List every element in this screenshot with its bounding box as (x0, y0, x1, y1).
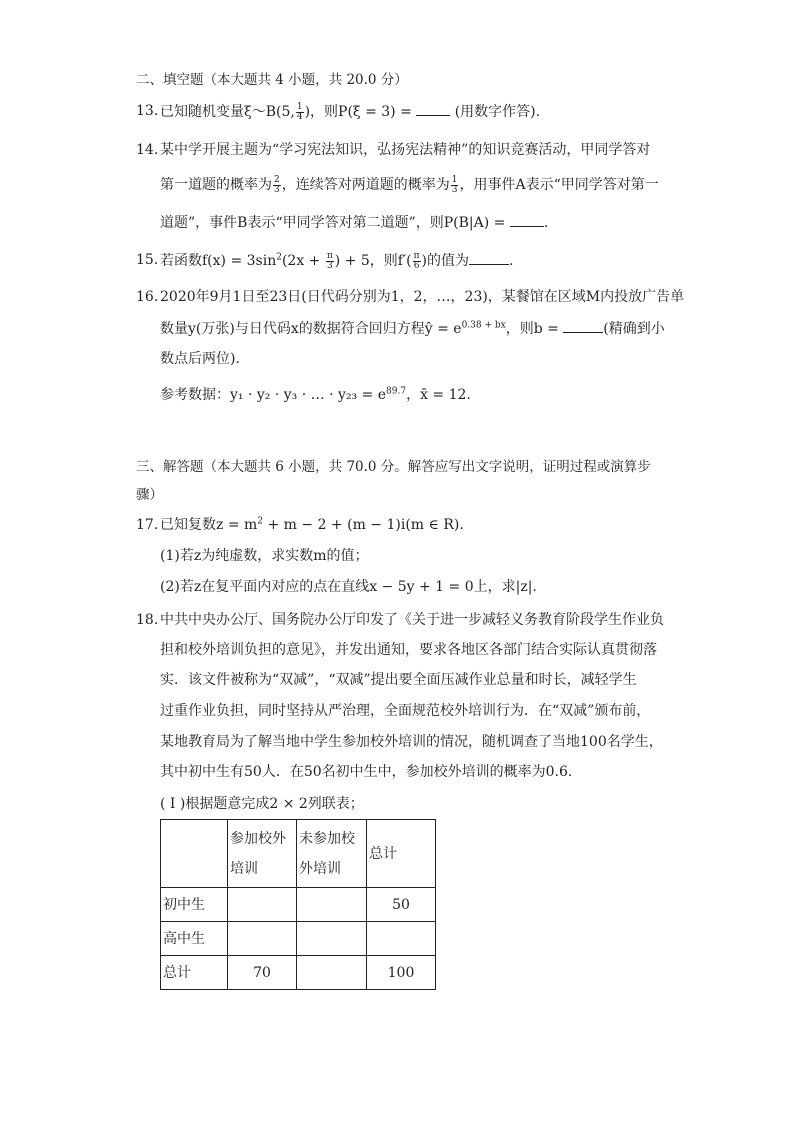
section-heading-fill-in: 二、填空题（本大题共 4 小题，共 20.0 分） (136, 72, 408, 88)
q13-part: (用数字作答). (450, 104, 541, 120)
question-18-line: 某地教育局为了解当地中学生参加校外培训的情况，随机调查了当地100名学生， (160, 734, 663, 750)
q14-part: 道题”，事件B表示“甲同学答对第二道题”，则P(B|A) = (160, 215, 510, 231)
table-cell[interactable] (228, 888, 297, 922)
q13-part: )，则P(ξ = 3) = (304, 104, 417, 120)
question-15-text (160, 250, 513, 271)
table-cell[interactable] (367, 922, 436, 956)
q16-part: ，则b = (505, 321, 564, 337)
question-14-line3 (160, 212, 548, 233)
contingency-table (160, 819, 436, 990)
answer-blank[interactable] (563, 318, 603, 333)
table-cell[interactable] (297, 888, 367, 922)
q16-part: ，x̄ = 12. (406, 387, 471, 403)
superscript: 2 (257, 516, 264, 527)
q17-part: + m − 2 + (m − 1)i(m ∈ R). (263, 517, 464, 533)
table-header-row (161, 820, 436, 888)
section-heading-answer-2: 骤） (136, 487, 163, 503)
table-row-label: 总计 (161, 956, 228, 990)
q15-part: . (509, 253, 514, 269)
q17-part: 已知复数z = m (160, 517, 258, 533)
table-header-cell: 总计 (367, 820, 436, 888)
frac-num: 1 (296, 101, 303, 112)
superscript: 0.38 + bx (461, 320, 506, 331)
table-cell[interactable] (228, 922, 297, 956)
question-16-line3: 数点后两位). (160, 351, 240, 367)
section-heading-answer-1: 三、解答题（本大题共 6 小题，共 70.0 分。解答应写出文字说明，证明过程或演算步 (136, 459, 651, 475)
question-18-line: 担和校外培训负担的意见》，并发出通知，要求各地区各部门结合实际认真贯彻落 (160, 642, 657, 658)
frac-num: π (413, 250, 420, 261)
question-number: 14. (136, 142, 159, 158)
table-cell[interactable] (297, 922, 367, 956)
question-18-line: 过重作业负担，同时坚持从严治理，全面规范校外培训行为．在“双减”颁布前， (160, 703, 651, 719)
table-cell: 100 (367, 956, 436, 990)
fraction (451, 176, 459, 195)
answer-blank[interactable] (416, 101, 450, 116)
superscript: 2 (276, 252, 282, 263)
answer-blank[interactable] (510, 212, 544, 227)
table-header-cell: 参加校外培训 (228, 820, 297, 888)
superscript: 89.7 (386, 386, 407, 397)
q16-part: 数量y(万张)与日代码x的数据符合回归方程ŷ = e (160, 321, 462, 337)
q14-part: ，连续答对两道题的概率为 (281, 177, 450, 193)
frac-den: 4 (296, 111, 303, 122)
q15-part: )的值为 (421, 253, 469, 269)
question-18-part1: ( I )根据题意完成2 × 2列联表； (160, 796, 364, 812)
answer-blank[interactable] (469, 250, 509, 265)
question-18-line: 其中初中生有50人．在50名初中生中，参加校外培训的概率为0.6. (160, 764, 573, 780)
table-cell (161, 820, 228, 888)
question-16-line2 (160, 318, 665, 339)
question-16-line1: 2020年9月1日至23日(日代码分别为1，2，…，23)，某餐馆在区域M内投放广告单 (160, 289, 685, 305)
table-row (161, 922, 436, 956)
fraction (296, 103, 304, 122)
frac-den: 3 (326, 260, 333, 271)
table-row (161, 888, 436, 922)
q15-part: 若函数f(x) = 3sin (160, 253, 277, 269)
table-header-cell: 未参加校外培训 (297, 820, 367, 888)
frac-num: 2 (274, 174, 280, 185)
table-row (161, 956, 436, 990)
question-17-line1 (160, 515, 464, 535)
table-cell[interactable] (297, 956, 367, 990)
q13-part: 已知随机变量ξ～B(5, (160, 104, 295, 120)
question-13-text (160, 101, 540, 122)
q16-part: 参考数据：y₁ · y₂ · y₃ · … · y₂₃ = e (160, 387, 387, 403)
q14-part: ，用事件A表示“甲同学答对第一 (459, 177, 659, 193)
question-16-reference (160, 385, 471, 405)
frac-den: 3 (451, 184, 458, 195)
frac-den: 3 (274, 184, 280, 195)
question-number: 18. (136, 612, 159, 628)
q16-part: (精确到小 (603, 321, 665, 337)
question-number: 13. (136, 103, 159, 119)
question-18-line: 中共中央办公厅、国务院办公厅印发了《关于进一步减轻义务教育阶段学生作业负 (160, 612, 664, 628)
question-18-line: 实．该文件被称为“双减”，“双减”提出要全面压减作业总量和时长，减轻学生 (160, 672, 637, 688)
table-cell: 70 (228, 956, 297, 990)
fraction (273, 176, 281, 195)
table-row-label: 初中生 (161, 888, 228, 922)
frac-den: 6 (413, 260, 420, 271)
q14-part: . (543, 215, 549, 231)
frac-num: π (326, 250, 333, 261)
question-number: 17. (136, 517, 159, 533)
frac-num: 1 (451, 174, 458, 185)
fraction (413, 252, 421, 271)
q15-part: ) + 5，则f′( (334, 253, 412, 269)
question-14-line1: 某中学开展主题为“学习宪法知识，弘扬宪法精神”的知识竞赛活动，甲同学答对 (160, 142, 651, 158)
fraction (326, 252, 334, 271)
question-14-line2 (160, 175, 659, 195)
q15-part: (2x + (281, 253, 325, 269)
table-row-label: 高中生 (161, 922, 228, 956)
question-17-part2: (2)若z在复平面内对应的点在直线x − 5y + 1 = 0上，求|z|. (160, 579, 537, 595)
q14-part: 第一道题的概率为 (160, 177, 272, 193)
question-number: 16. (136, 289, 159, 305)
question-number: 15. (136, 252, 159, 268)
question-17-part1: (1)若z为纯虚数，求实数m的值； (160, 548, 369, 564)
table-cell: 50 (367, 888, 436, 922)
